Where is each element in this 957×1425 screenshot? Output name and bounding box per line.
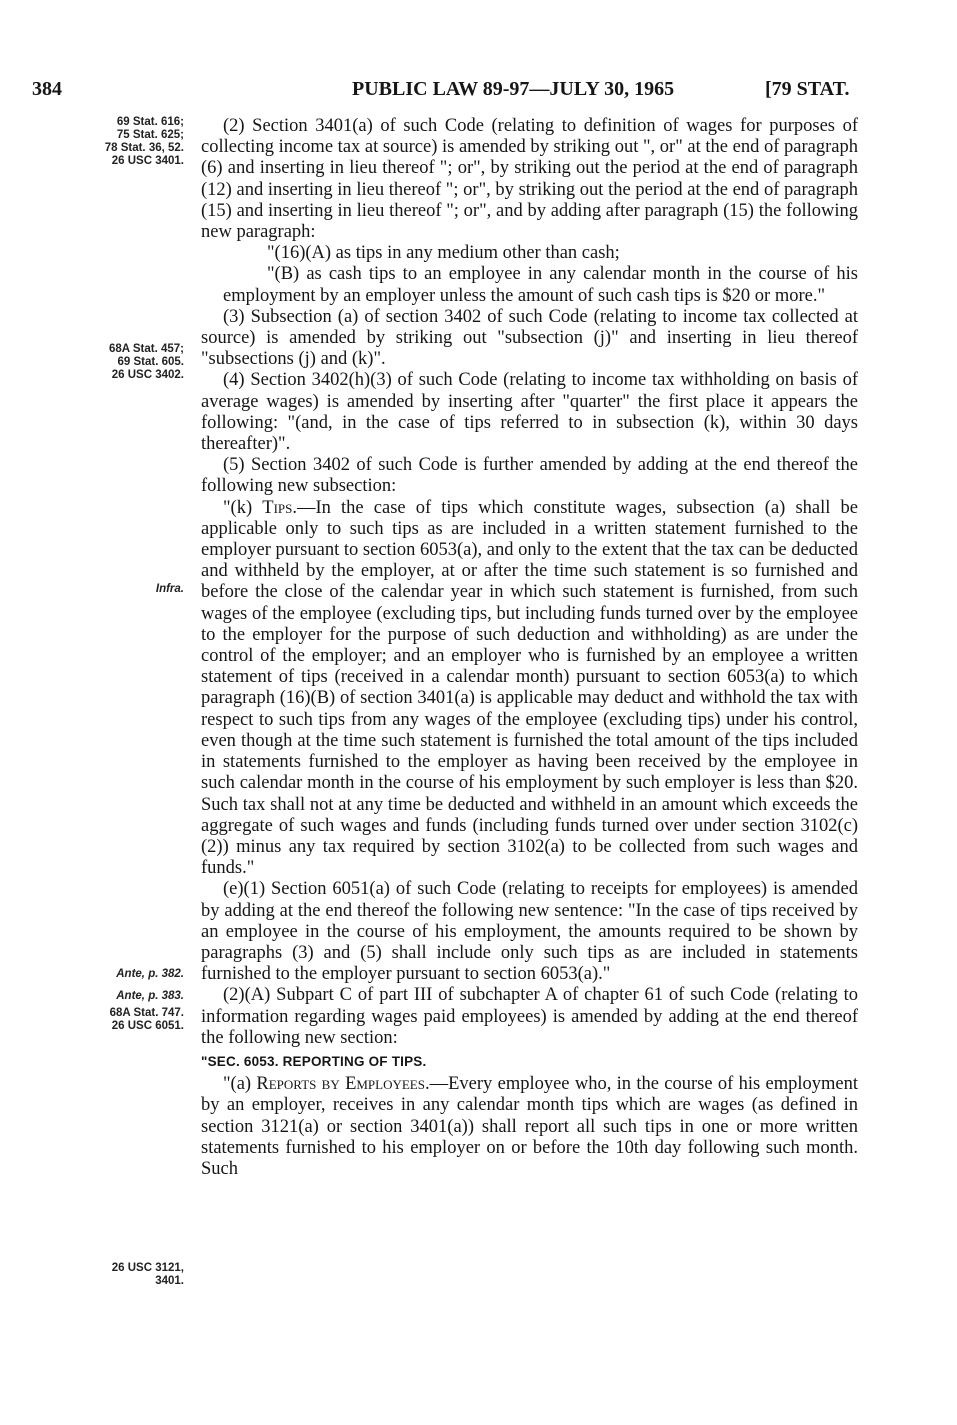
subsection-k: "(k) Tips.—In the case of tips which constitute wages, subsection (a) shall be applicable only to such tips as are included in a written statement furnished to the employer pursuant to section 6053(a), and only to the extent that the tax can be deducted and withheld by the employer, at or after the time such statement is so furnished and before the close of the calendar year in which such statement is furnished, from such wages of the employee (excluding tips, but including funds turned over by the employee to the employer for the purpose of such deduction and withholding) as are under the control of the employer; and an employer who is furnished by an employee a written statement of tips (received in a calendar month) pursuant to section 6053(a) to which paragraph (16)(B) of section 3401(a) is applicable may deduct and withhold the tax with respect to such tips from any wages of the employee (excluding tips) under his control, even though at the time such statement is furnished the total amount of the tips included in statements furnished to the employer as having been received by the employee in such calendar month in the course of his employment by such employer is less than $20. Such tax shall not at any time be deducted and withheld in an amount which exceeds the aggregate of such wages and funds (including funds turned over under section 3102(c)(2)) minus any tax required by section 3102(a) to be collected from such wages and funds." <box>201 497 858 879</box>
page-number: 384 <box>32 78 62 100</box>
margin-note-ante: Ante, p. 382. Ante, p. 383. <box>116 968 184 1002</box>
statute-volume: [79 STAT. <box>765 78 850 100</box>
quoted-paragraph-16a: "(16)(A) as tips in any medium other than cash; <box>267 243 620 264</box>
subsection-a: "(a) Reports by Employees.—Every employee who, in the course of his employment by an employer, receives in any calendar month tips which are wages (as defined in section 3121(a) or section 3401(a)) shall report all such tips in one or more written statements furnished to his employer on or before the 10th day following such month. Such <box>201 1074 858 1179</box>
paragraph-5: (5) Section 3402 of such Code is further amended by adding at the end thereof the following new subsection: <box>201 455 858 497</box>
margin-note-citations-2: 68A Stat. 457; 69 Stat. 605. 26 USC 3402. <box>109 343 184 381</box>
margin-note-citations-4: 26 USC 3121, 3401. <box>111 1262 184 1287</box>
margin-note-citations-1: 69 Stat. 616; 75 Stat. 625; 78 Stat. 36, 52. 26 USC 3401. <box>104 116 184 167</box>
subsection-k-heading: Tips <box>262 497 293 518</box>
quoted-paragraph-16b: "(B) as cash tips to an employee in any calendar month in the course of his employment by an employer unless the amount of such cash tips is $20 or more." <box>223 264 858 306</box>
paragraph-2: (2) Section 3401(a) of such Code (relating to definition of wages for purposes of collecting income tax at source) is amended by striking out ", or" at the end of paragraph (6) and inserting in lieu thereof "; or", by striking out the period at the end of paragraph (12) and inserting in lieu thereof "; or", by striking out the period at the end of paragraph (15) and inserting in lieu thereof "; or", and by adding after paragraph (15) the following new paragraph: <box>201 116 858 243</box>
paragraph-4: (4) Section 3402(h)(3) of such Code (relating to income tax withholding on basis of average wages) is amended by inserting after "quarter" the first place it appears the following: "(and, in the case of tips referred to in subsection (k), within 30 days thereafter)". <box>201 370 858 455</box>
subsection-a-heading: Reports by Employees <box>256 1074 425 1095</box>
section-heading: "SEC. 6053. REPORTING OF TIPS. <box>201 1053 427 1069</box>
paragraph-3: (3) Subsection (a) of section 3402 of such Code (relating to income tax collected at source) is amended by striking out "subsection (j)" and inserting in lieu thereof "subsections (j) and (k)". <box>201 306 858 370</box>
page-header <box>0 76 957 102</box>
body-text <box>201 116 858 1180</box>
paragraph-e1: (e)(1) Section 6051(a) of such Code (relating to receipts for employees) is amended by adding at the end thereof the following new sentence: "In the case of tips received by an employee in the course of his employment, the amounts required to be shown by paragraphs (3) and (5) shall include only such tips as are included in statements furnished to the employer pursuant to section 6053(a)." <box>201 879 858 985</box>
margin-note-infra: Infra. <box>155 583 184 595</box>
paragraph-e2: (2)(A) Subpart C of part III of subchapter A of chapter 61 of such Code (relating to information regarding wages paid employees) is amended by adding at the end thereof the following new section: <box>201 985 858 1048</box>
running-title: PUBLIC LAW 89-97—JULY 30, 1965 <box>352 78 675 100</box>
margin-note-citations-3: 68A Stat. 747. 26 USC 6051. <box>109 1007 184 1032</box>
